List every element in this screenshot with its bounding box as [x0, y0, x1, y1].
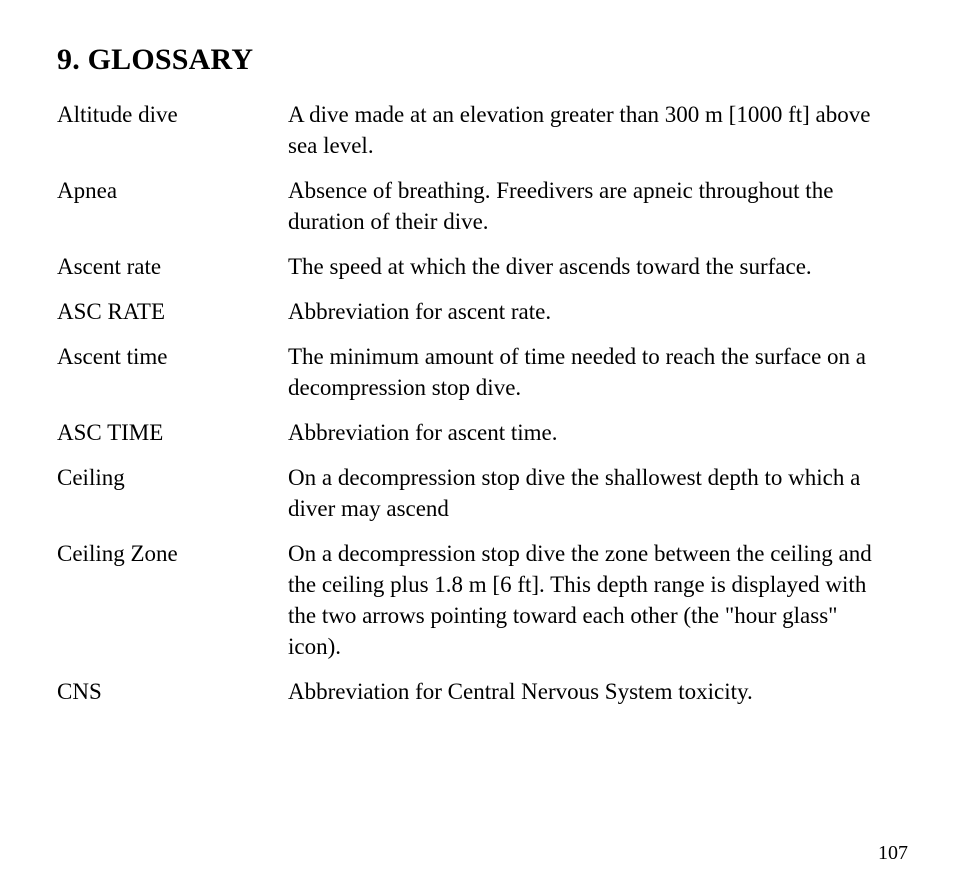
glossary-term: Ceiling Zone [57, 541, 178, 566]
page-number: 107 [878, 842, 908, 864]
glossary-list [57, 99, 907, 707]
glossary-entry [57, 417, 907, 448]
glossary-definition: On a decompression stop dive the shallowest depth to which a diver may ascend [288, 465, 861, 521]
page-title: 9. GLOSSARY [57, 43, 254, 76]
glossary-definition: Abbreviation for ascent time. [288, 420, 558, 445]
glossary-entry [57, 676, 907, 707]
glossary-entry [57, 99, 907, 161]
glossary-term: ASC TIME [57, 420, 164, 445]
glossary-entry [57, 296, 907, 327]
glossary-term: Ascent time [57, 344, 168, 369]
glossary-term: Apnea [57, 178, 118, 203]
glossary-entry [57, 251, 907, 282]
glossary-term: Altitude dive [57, 102, 178, 127]
glossary-entry [57, 538, 907, 662]
glossary-term: Ceiling [57, 465, 125, 490]
glossary-definition: The minimum amount of time needed to reach the surface on a decompression stop dive. [288, 344, 866, 400]
glossary-entry [57, 462, 907, 524]
glossary-definition: Abbreviation for Central Nervous System toxicity. [288, 679, 753, 704]
glossary-definition: Absence of breathing. Freedivers are apneic throughout the duration of their dive. [288, 178, 834, 234]
glossary-definition: On a decompression stop dive the zone between the ceiling and the ceiling plus 1.8 m [6 ft]. This depth range is displayed with the two arrows pointing toward each other (the "hour glass" icon). [288, 541, 872, 659]
glossary-term: ASC RATE [57, 299, 165, 324]
glossary-term: CNS [57, 679, 102, 704]
glossary-definition: A dive made at an elevation greater than 300 m [1000 ft] above sea level. [288, 102, 871, 158]
glossary-definition: Abbreviation for ascent rate. [288, 299, 552, 324]
glossary-entry [57, 341, 907, 403]
glossary-term: Ascent rate [57, 254, 162, 279]
glossary-entry [57, 175, 907, 237]
glossary-definition: The speed at which the diver ascends toward the surface. [288, 254, 812, 279]
